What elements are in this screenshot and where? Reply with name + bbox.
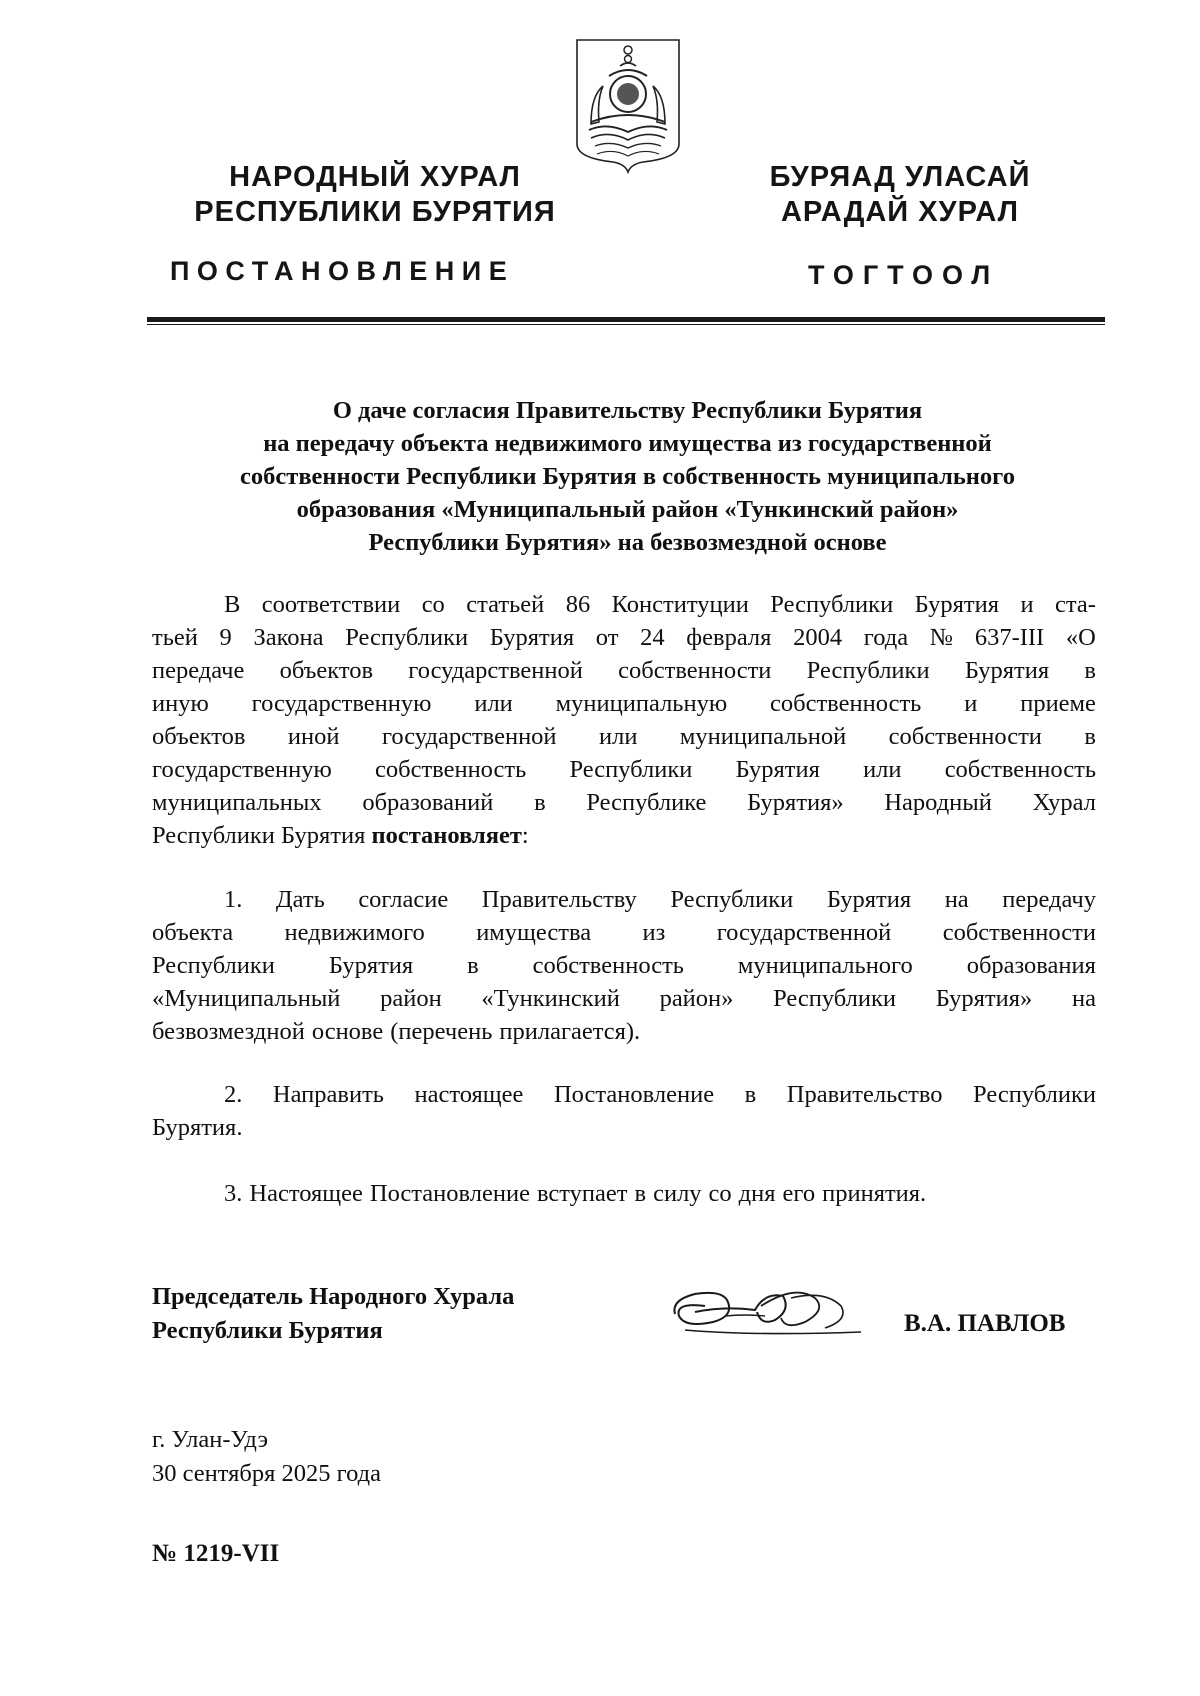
preamble-last-start: Республики Бурятия: [152, 822, 366, 849]
signatory-position-line: Республики Бурятия: [152, 1317, 383, 1344]
word: Республики: [773, 985, 897, 1012]
preamble-last-end: :: [521, 822, 529, 849]
body-line: [152, 883, 1096, 916]
word: объекта: [152, 919, 234, 946]
document-title: [150, 394, 1105, 559]
word: Бурятия: [826, 886, 912, 913]
signatory-name: В.А. ПАВЛОВ: [904, 1310, 1066, 1337]
word: согласие: [358, 886, 449, 913]
signatory-position-line: Председатель Народного Хурала: [152, 1283, 515, 1310]
word: Правительство: [786, 1081, 943, 1108]
right-org-name: [720, 160, 1080, 230]
word: дня: [738, 1180, 776, 1207]
resolves-keyword: постановляет: [371, 822, 522, 849]
body-line: [152, 1111, 1096, 1144]
point-1: [152, 883, 1096, 1048]
word: государственную: [152, 756, 332, 783]
document-number: № 1219-VII: [152, 1540, 280, 1567]
word: Бурятия: [328, 952, 414, 979]
word: 86: [565, 591, 591, 618]
word: Бурятия: [914, 591, 999, 618]
word: государственной: [381, 723, 557, 750]
word: Закона: [253, 624, 324, 651]
place-city: г. Улан-Удэ: [152, 1426, 268, 1453]
word: №: [929, 624, 954, 651]
word: на: [1071, 985, 1096, 1012]
title-line: О даче согласия Правительству Республики Бурятия: [332, 397, 923, 424]
word: Постановление: [553, 1081, 715, 1108]
word: государственную: [251, 690, 432, 717]
point-3: [152, 1177, 1096, 1210]
title-line: собственности Республики Бурятия в собственность муниципального: [240, 463, 1015, 490]
word: или: [474, 690, 513, 717]
body-line: [152, 753, 1096, 786]
left-org-line-2: РЕСПУБЛИКИ БУРЯТИЯ: [194, 196, 556, 228]
word: 1.: [224, 886, 243, 913]
word: основе: [311, 1018, 384, 1045]
word: вступает: [537, 1180, 628, 1207]
word: в: [534, 789, 546, 816]
word: или: [863, 756, 902, 783]
body-line: [152, 1078, 1096, 1111]
preamble-paragraph: [152, 588, 1096, 852]
word: настоящее: [414, 1081, 524, 1108]
word: муниципального: [737, 952, 913, 979]
word: приеме: [1020, 690, 1096, 717]
word: «Муниципальный: [152, 985, 341, 1012]
title-line: образования «Муниципальный район «Тункинский район»: [296, 496, 959, 523]
word: В: [224, 591, 241, 618]
word: собственности: [888, 723, 1042, 750]
point-2: [152, 1078, 1096, 1144]
word: на: [944, 886, 969, 913]
word: передачу: [1002, 886, 1096, 913]
word: из: [642, 919, 666, 946]
body-line: [152, 1177, 1096, 1210]
coat-of-arms-icon: [573, 36, 683, 174]
word: со: [421, 591, 445, 618]
word: «О: [1065, 624, 1096, 651]
word: года: [863, 624, 909, 651]
word: 2004: [793, 624, 843, 651]
word: собственность: [374, 756, 527, 783]
word: от: [595, 624, 619, 651]
word: Направить: [272, 1081, 384, 1108]
word: 9: [219, 624, 232, 651]
word: Республики: [806, 657, 930, 684]
word: соответствии: [261, 591, 401, 618]
word: Республике: [586, 789, 707, 816]
word: Бурятия: [964, 657, 1050, 684]
word: февраля: [686, 624, 772, 651]
body-line-final: [152, 819, 1096, 852]
handwritten-signature: [665, 1276, 865, 1342]
left-org-name: [140, 160, 610, 230]
word: в: [1084, 657, 1096, 684]
word: 3.: [224, 1180, 243, 1207]
word: собственности: [618, 657, 772, 684]
word: Республики: [152, 952, 275, 979]
word: или: [599, 723, 638, 750]
word: со: [708, 1180, 732, 1207]
word: иной: [287, 723, 340, 750]
body-line: [152, 786, 1096, 819]
word: муниципальную: [555, 690, 728, 717]
word: иную: [152, 690, 209, 717]
body-line: [152, 949, 1096, 982]
word: Бурятия.: [152, 1114, 243, 1141]
word: силу: [653, 1180, 702, 1207]
word: Бурятия»: [747, 789, 844, 816]
word: Бурятия: [735, 756, 820, 783]
left-org-line-1: НАРОДНЫЙ ХУРАЛ: [229, 161, 521, 193]
word: Народный: [884, 789, 992, 816]
word: муниципальных: [152, 789, 322, 816]
word: Республики: [973, 1081, 1096, 1108]
word: образований: [362, 789, 494, 816]
signatory-position: [152, 1280, 514, 1348]
word: район»: [659, 985, 734, 1012]
word: Хурал: [1032, 789, 1096, 816]
body-line: [152, 621, 1096, 654]
word: его: [782, 1180, 816, 1207]
word: и: [1020, 591, 1034, 618]
right-org-line-1: БУРЯАД УЛАСАЙ: [769, 161, 1031, 193]
word: и: [964, 690, 978, 717]
word: собственности: [942, 919, 1096, 946]
doctype-left: ПОСТАНОВЛЕНИЕ: [170, 256, 515, 286]
header-rule-thick: [147, 317, 1105, 322]
word: государственной: [408, 657, 583, 684]
word: тьей: [152, 624, 198, 651]
word: образования: [966, 952, 1096, 979]
title-line: Республики Бурятия» на безвозмездной основе: [368, 529, 887, 556]
word: принятия.: [822, 1180, 927, 1207]
word: в: [467, 952, 479, 979]
word: Конституции: [611, 591, 749, 618]
word: Постановление: [369, 1180, 530, 1207]
word: Республики: [569, 756, 693, 783]
body-line: [152, 687, 1096, 720]
word: Настоящее: [249, 1180, 363, 1207]
body-line: [152, 982, 1096, 1015]
word: безвозмездной: [152, 1018, 305, 1045]
word: Бурятия»: [935, 985, 1033, 1012]
word: прилагается).: [499, 1018, 641, 1045]
word: имущества: [476, 919, 592, 946]
word: объектов: [152, 723, 246, 750]
body-line: [152, 720, 1096, 753]
body-line: [152, 916, 1096, 949]
place-and-date: [152, 1423, 381, 1491]
doctype-right: ТОГТООЛ: [808, 260, 1000, 290]
right-org-line-2: АРАДАЙ ХУРАЛ: [780, 196, 1020, 228]
word: собственность: [770, 690, 922, 717]
word: объектов: [279, 657, 374, 684]
word: 2.: [224, 1081, 243, 1108]
word: муниципальной: [679, 723, 847, 750]
word: собственность: [532, 952, 684, 979]
word: государственной: [716, 919, 892, 946]
word: в: [634, 1180, 647, 1207]
body-line: [152, 1015, 1096, 1048]
word: передаче: [152, 657, 245, 684]
word: ста-: [1055, 591, 1096, 618]
body-line: [152, 588, 1096, 621]
word: район: [380, 985, 442, 1012]
body-line: [152, 654, 1096, 687]
word: «Тункинский: [481, 985, 620, 1012]
header-rule-thin: [147, 324, 1105, 325]
word: в: [744, 1081, 757, 1108]
word: Бурятия: [489, 624, 575, 651]
word: недвижимого: [284, 919, 425, 946]
title-line: на передачу объекта недвижимого имущества из государственной: [263, 430, 992, 457]
word: в: [1084, 723, 1096, 750]
word: Республики: [345, 624, 469, 651]
word: (перечень: [390, 1018, 493, 1045]
word: Республики: [670, 886, 794, 913]
document-date: 30 сентября 2025 года: [152, 1460, 381, 1487]
word: 24: [640, 624, 665, 651]
word: Правительству: [481, 886, 637, 913]
word: Республики: [770, 591, 894, 618]
word: собственность: [944, 756, 1096, 783]
word: статьей: [466, 591, 545, 618]
word: Дать: [275, 886, 325, 913]
word: 637-III: [974, 624, 1045, 651]
